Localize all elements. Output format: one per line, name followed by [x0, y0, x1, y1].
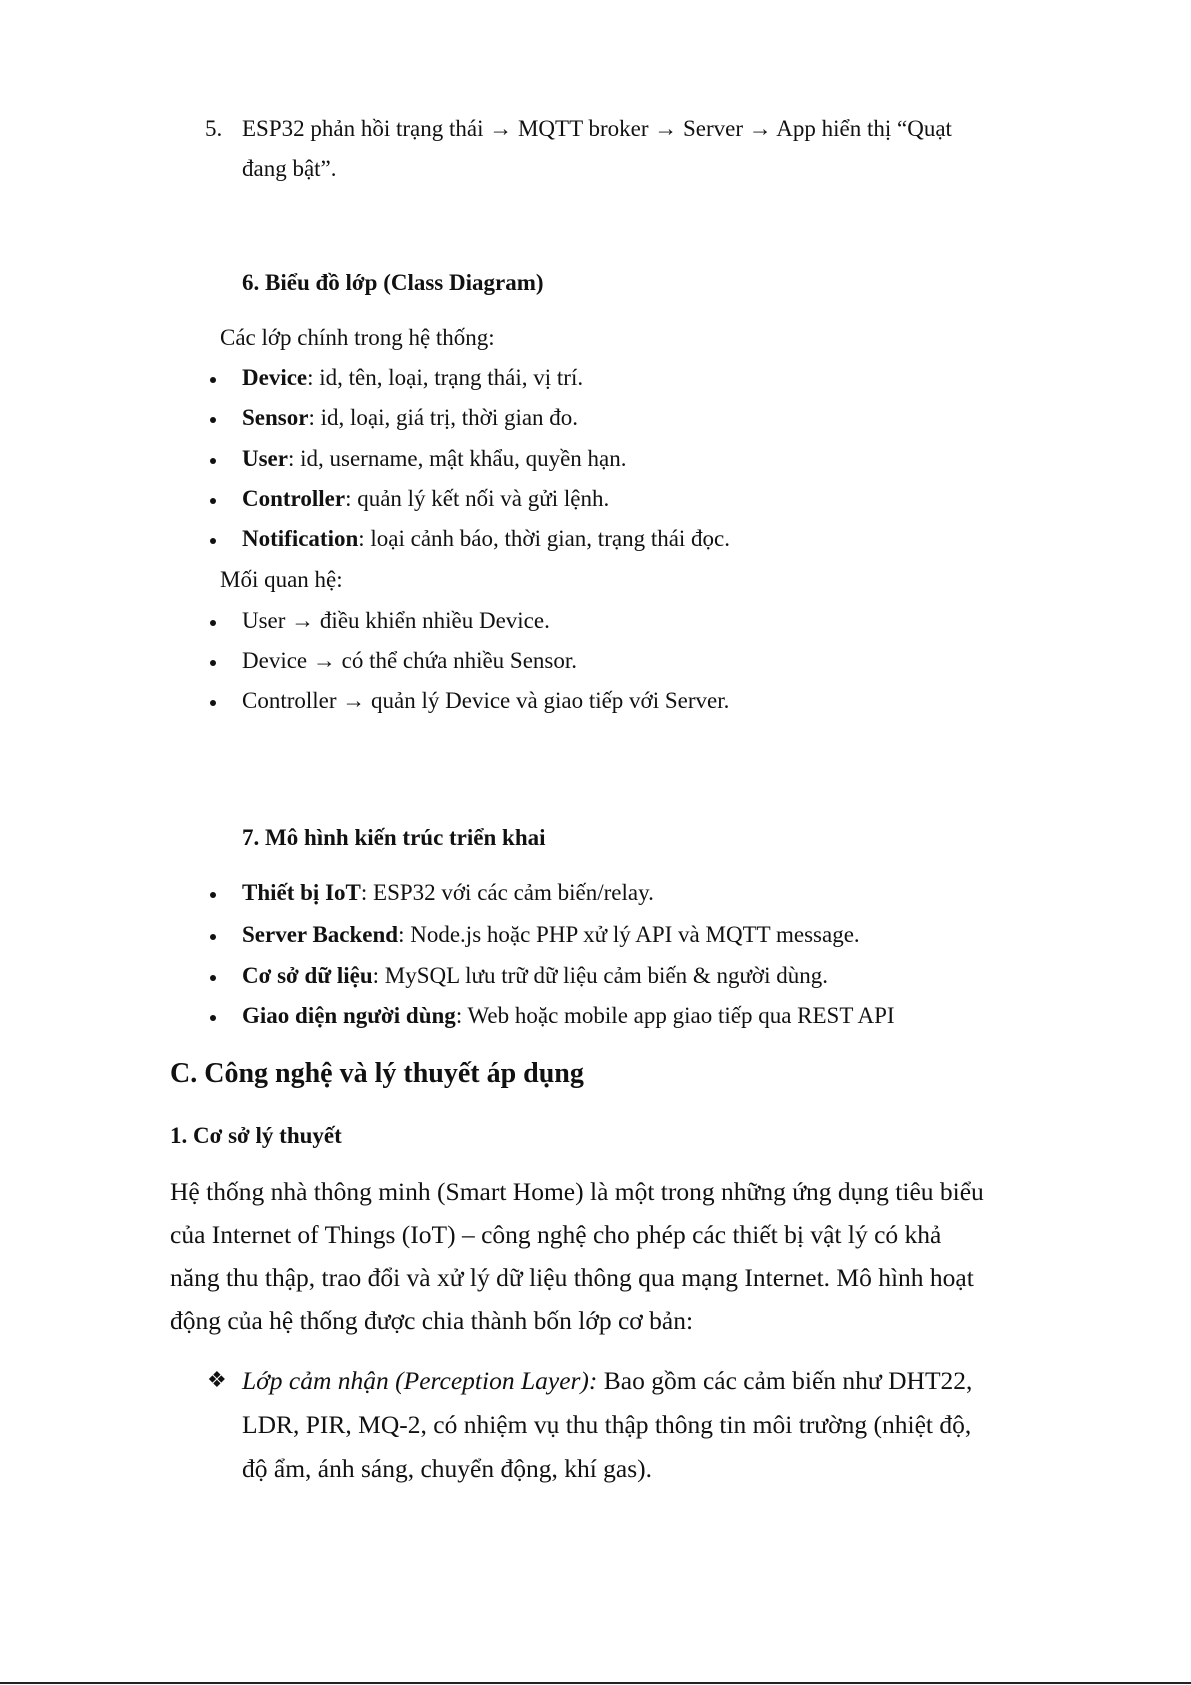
paragraph-line: động của hệ thống được chia thành bốn lớp cơ bản: — [170, 1306, 694, 1335]
item-desc: : Node.js hoặc PHP xử lý API và MQTT message. — [398, 922, 860, 947]
item-desc: : Web hoặc mobile app giao tiếp qua REST API — [455, 1003, 895, 1028]
bullet-icon — [210, 975, 216, 981]
page-bottom-rule — [0, 1682, 1191, 1684]
list-item — [242, 880, 654, 906]
relations-intro: Mối quan hệ: — [220, 567, 343, 592]
list-item: User → điều khiển nhiều Device. — [242, 608, 550, 633]
class-name: User — [242, 446, 288, 471]
class-desc: : id, username, mật khẩu, quyền hạn. — [287, 446, 627, 471]
list-item: Controller → quản lý Device và giao tiếp với Server. — [242, 688, 730, 713]
layer-line2: LDR, PIR, MQ-2, có nhiệm vụ thu thập thông tin môi trường (nhiệt độ, — [242, 1410, 972, 1439]
list-item — [242, 446, 627, 472]
step5-line1: ESP32 phản hồi trạng thái → MQTT broker → Server → App hiển thị “Quạt — [242, 116, 952, 141]
bullet-icon — [210, 538, 216, 544]
layer-desc: Bao gồm các cảm biến như DHT22, — [597, 1366, 973, 1395]
section7-heading: 7. Mô hình kiến trúc triển khai — [242, 825, 546, 850]
item-desc: : MySQL lưu trữ dữ liệu cảm biến & người dùng. — [372, 963, 828, 988]
class-desc: : id, loại, giá trị, thời gian đo. — [308, 405, 579, 430]
class-desc: : loại cảnh báo, thời gian, trạng thái đọc. — [358, 526, 731, 551]
item-name: Cơ sở dữ liệu — [242, 963, 373, 988]
bullet-icon — [210, 498, 216, 504]
item-name: Giao diện người dùng — [242, 1003, 456, 1028]
paragraph-line: của Internet of Things (IoT) – công nghệ cho phép các thiết bị vật lý có khả — [170, 1220, 942, 1249]
paragraph-line: Hệ thống nhà thông minh (Smart Home) là một trong những ứng dụng tiêu biểu — [170, 1177, 984, 1206]
bullet-icon — [210, 892, 216, 898]
list-item — [242, 526, 730, 552]
class-name: Controller — [242, 486, 346, 511]
class-name: Device — [242, 365, 308, 390]
class-desc: : quản lý kết nối và gửi lệnh. — [345, 486, 610, 511]
section6-intro: Các lớp chính trong hệ thống: — [220, 325, 495, 350]
diamond-bullet-icon: ❖ — [207, 1368, 227, 1393]
layer-line1 — [242, 1366, 972, 1396]
class-name: Notification — [242, 526, 359, 551]
list-item — [242, 922, 860, 948]
list-item — [242, 405, 578, 431]
bullet-icon — [210, 620, 216, 626]
layer-line3: độ ẩm, ánh sáng, chuyển động, khí gas). — [242, 1454, 653, 1483]
bullet-icon — [210, 458, 216, 464]
bullet-icon — [210, 934, 216, 940]
sectionC-heading: C. Công nghệ và lý thuyết áp dụng — [170, 1058, 584, 1089]
item-name: Server Backend — [242, 922, 399, 947]
item-desc: : ESP32 với các cảm biến/relay. — [360, 880, 654, 905]
list-item — [242, 486, 609, 512]
bullet-icon — [210, 417, 216, 423]
sectionC-subheading: 1. Cơ sở lý thuyết — [170, 1123, 342, 1148]
list-item: Device → có thể chứa nhiều Sensor. — [242, 648, 578, 673]
bullet-icon — [210, 660, 216, 666]
item-name: Thiết bị IoT — [242, 880, 361, 905]
layer-name: Lớp cảm nhận (Perception Layer): — [242, 1366, 598, 1395]
bullet-icon — [210, 700, 216, 706]
list-item — [242, 1003, 895, 1029]
list-item — [242, 365, 583, 391]
list-item — [242, 963, 828, 989]
list-number: 5. — [205, 116, 223, 141]
class-desc: : id, tên, loại, trạng thái, vị trí. — [307, 365, 584, 390]
class-name: Sensor — [242, 405, 309, 430]
step5-line2: đang bật”. — [242, 156, 337, 181]
paragraph-line: năng thu thập, trao đổi và xử lý dữ liệu thông qua mạng Internet. Mô hình hoạt — [170, 1263, 974, 1292]
section6-heading: 6. Biểu đồ lớp (Class Diagram) — [242, 270, 544, 295]
bullet-icon — [210, 377, 216, 383]
bullet-icon — [210, 1015, 216, 1021]
